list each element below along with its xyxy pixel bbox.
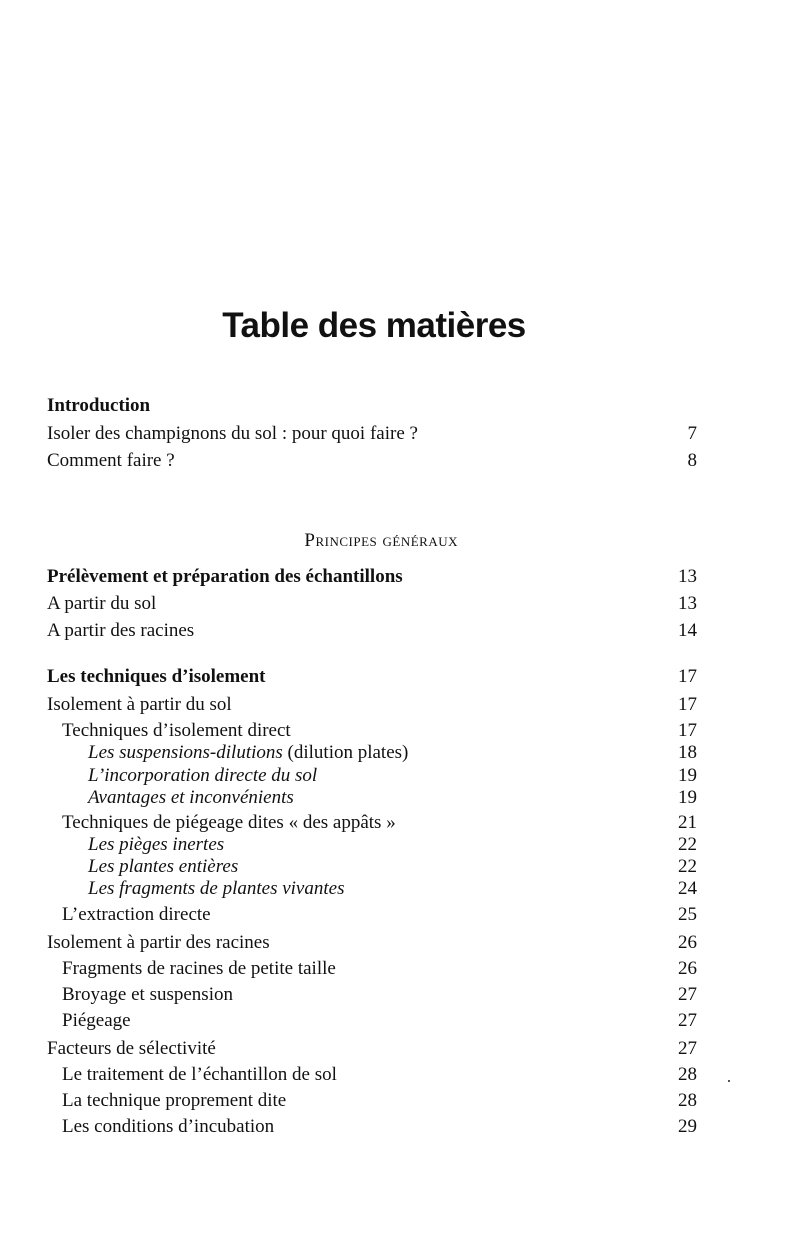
toc-entry-label: A partir des racines <box>47 620 195 641</box>
section-title <box>0 530 748 552</box>
toc-entry-label: Fragments de racines de petite taille <box>62 958 336 979</box>
toc-chapter <box>0 665 800 691</box>
toc-entry-page: 26 <box>678 958 697 979</box>
toc-entry-label: L’incorporation directe du sol <box>88 765 318 786</box>
toc-entry <box>0 1115 800 1141</box>
toc-entry-page: 27 <box>678 1010 697 1031</box>
toc-entry <box>0 422 800 448</box>
toc-entry <box>0 1063 800 1089</box>
toc-entry-label: Les plantes entières <box>88 856 239 877</box>
page-title: Table des matières <box>222 306 526 345</box>
toc-entry-label: Les conditions d’incubation <box>62 1116 275 1137</box>
toc-entry-page: 17 <box>678 666 697 687</box>
toc-entry-label: Isolement à partir du sol <box>47 694 232 715</box>
toc-entry <box>0 592 800 618</box>
toc-chapter <box>0 565 800 591</box>
toc-entry-page: 21 <box>678 812 697 833</box>
toc-entry <box>0 903 800 929</box>
toc-entry-label: A partir du sol <box>47 593 157 614</box>
toc-chapter-label: Les techniques d’isolement <box>47 666 266 687</box>
toc-chapter-label: Prélèvement et préparation des échantillons <box>47 566 403 587</box>
toc-entry-label <box>88 741 408 765</box>
toc-entry-page: 19 <box>678 765 697 786</box>
toc-entry-label: Techniques d’isolement direct <box>62 720 291 741</box>
toc-entry-page: 28 <box>678 1064 697 1085</box>
toc-heading-label: Introduction <box>47 395 151 416</box>
toc-entry <box>0 983 800 1009</box>
toc-heading-introduction <box>0 394 800 420</box>
toc-entry-label: Piégeage <box>62 1010 131 1031</box>
toc-entry-label: Les pièges inertes <box>88 834 225 855</box>
toc-entry-label: Avantages et inconvénients <box>88 787 294 808</box>
toc-entry <box>0 1089 800 1115</box>
toc-entry-label: Isolement à partir des racines <box>47 932 270 953</box>
toc-entry-page: 17 <box>678 720 697 741</box>
toc-entry-page: 13 <box>678 566 697 587</box>
scan-speck <box>728 1080 730 1082</box>
toc-entry-suffix: (dilution plates) <box>282 742 409 763</box>
toc-entry-page: 17 <box>678 694 697 715</box>
toc-entry-label: Comment faire ? <box>47 450 175 471</box>
toc-entry-label: Broyage et suspension <box>62 984 233 1005</box>
toc-entry-italic: Les suspensions-dilutions <box>88 742 283 763</box>
toc-entry-label: Isoler des champignons du sol : pour quoi faire ? <box>47 423 418 444</box>
toc-entry-page: 28 <box>678 1090 697 1111</box>
toc-entry-page: 8 <box>687 450 697 471</box>
toc-entry-page: 19 <box>678 787 697 808</box>
toc-entry-label: La technique proprement dite <box>62 1090 287 1111</box>
toc-entry <box>0 931 800 957</box>
toc-entry-page: 14 <box>678 620 697 641</box>
toc-entry-page: 7 <box>687 423 697 444</box>
toc-entry-page: 22 <box>678 834 697 855</box>
toc-entry <box>0 1037 800 1063</box>
toc-entry-label: Techniques de piégeage dites « des appâts » <box>62 812 396 833</box>
section-title-label: Principes généraux <box>304 530 458 551</box>
toc-entry <box>0 957 800 983</box>
toc-entry-page: 13 <box>678 593 697 614</box>
toc-entry <box>0 449 800 475</box>
toc-entry <box>0 877 800 903</box>
toc-entry <box>0 693 800 719</box>
toc-entry-page: 26 <box>678 932 697 953</box>
toc-entry-label: Le traitement de l’échantillon de sol <box>62 1064 337 1085</box>
toc-entry-page: 22 <box>678 856 697 877</box>
toc-entry-page: 29 <box>678 1116 697 1137</box>
toc-entry-page: 27 <box>678 984 697 1005</box>
toc-entry <box>0 786 800 812</box>
toc-entry-label: L’extraction directe <box>62 904 211 925</box>
toc-entry-page: 25 <box>678 904 697 925</box>
toc-entry <box>0 619 800 645</box>
toc-entry-page: 24 <box>678 878 697 899</box>
toc-entry-page: 27 <box>678 1038 697 1059</box>
toc-entry-label: Les fragments de plantes vivantes <box>88 878 345 899</box>
toc-entry <box>0 1009 800 1035</box>
toc-entry-label: Facteurs de sélectivité <box>47 1038 216 1059</box>
toc-entry-page: 18 <box>678 742 697 763</box>
